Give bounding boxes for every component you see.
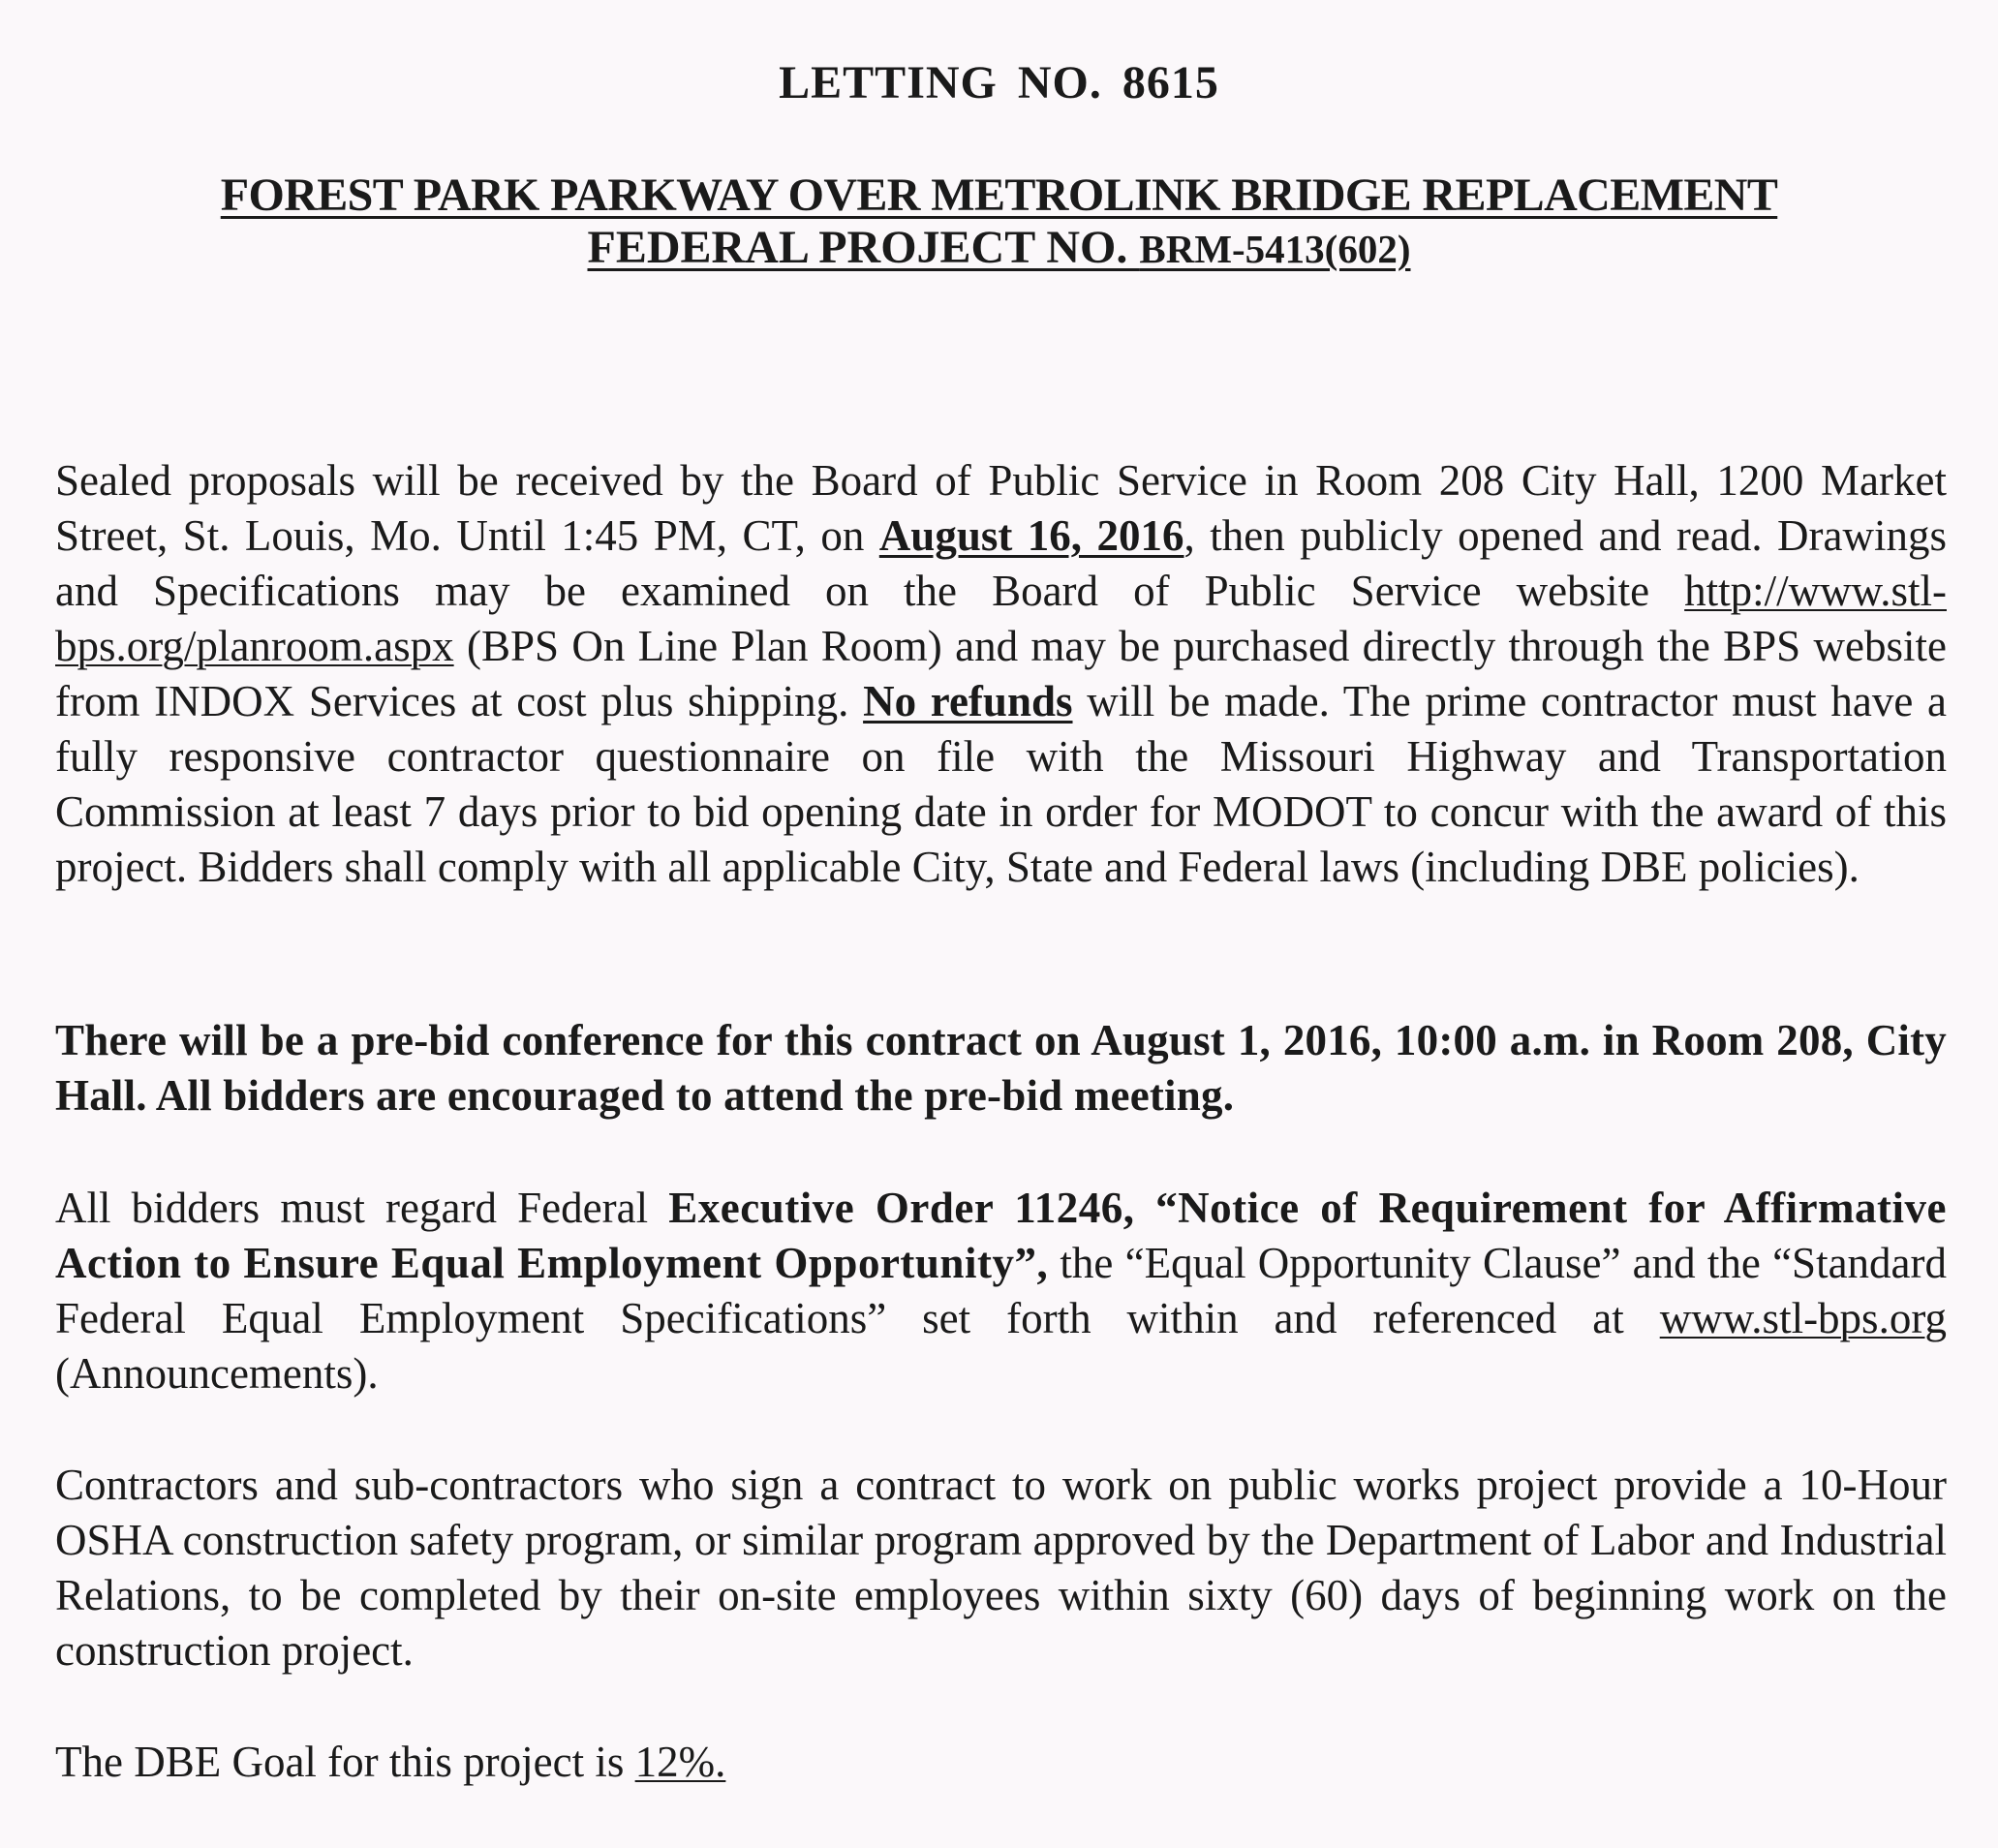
text-run: will be made. The prime contractor must have a fully responsive contractor questionnaire on file with the Missouri Highway and Transportation Commission at least 7 days prior to bid opening date in order for MODOT to concur with the award of this project. Bidders shall comply with all applicable City, State and Federal laws (including DBE policies). (55, 677, 1947, 891)
planroom-link[interactable]: http://www.stl-bps.org/planroom.aspx (55, 567, 1947, 670)
executive-order-title: Executive Order 11246, “Notice of Requirement for Affirmative Action to Ensure Equal Employment Opportunity”, (55, 1184, 1948, 1287)
text-run: The DBE Goal for this project is (55, 1738, 635, 1786)
text-run: All bidders must regard Federal (55, 1184, 669, 1232)
project-title (0, 169, 1998, 275)
executive-order-paragraph (55, 1181, 1947, 1401)
pre-bid-conference-paragraph: There will be a pre-bid conference for this contract on August 1, 2016, 10:00 a.m. in Room 208, City Hall. All bidders are encouraged to attend the pre-bid meeting. (55, 1016, 1947, 1120)
sealed-proposals-paragraph (55, 453, 1947, 895)
text-run: (Announcements). (55, 1349, 379, 1398)
text-run: , then publicly opened and read. Drawings and Specifications may be examined on the Board of Public Service website (55, 511, 1948, 615)
project-title-line-2 (588, 222, 1411, 275)
bps-website-link[interactable]: www.stl-bps.org (1659, 1294, 1947, 1342)
osha-paragraph: Contractors and sub-contractors who sign a contract to work on public works project provide a 10-Hour OSHA construction safety program, or similar program approved by the Department of Labor and Industrial Relations, to be completed by their on-site employees within sixty (60) days of beginning work on the construction project. (55, 1461, 1947, 1675)
due-date: August 16, 2016 (878, 511, 1184, 560)
federal-project-label: FEDERAL PROJECT NO. (587, 222, 1140, 273)
letting-number: LETTING NO. 8615 (779, 57, 1219, 108)
project-title-line-1: FOREST PARK PARKWAY OVER METROLINK BRIDGE REPLACEMENT (220, 169, 1778, 221)
text-run: the “Equal Opportunity Clause” and the “Standard Federal Equal Employment Specifications” set forth within and referenced at (55, 1239, 1948, 1342)
dbe-goal-value: 12%. (634, 1738, 726, 1786)
text-run: (BPS On Line Plan Room) and may be purchased directly through the BPS website from INDOX Services at cost plus shipping. (55, 622, 1947, 725)
text-run: Sealed proposals will be received by the Board of Public Service in Room 208 City Hall, 1200 Market Street, St. Louis, Mo. Until 1:45 PM, CT, on (55, 456, 1947, 560)
dbe-goal-paragraph (55, 1735, 1947, 1790)
federal-project-number: BRM-5413(602) (1139, 227, 1411, 271)
no-refunds-notice: No refunds (863, 677, 1073, 725)
